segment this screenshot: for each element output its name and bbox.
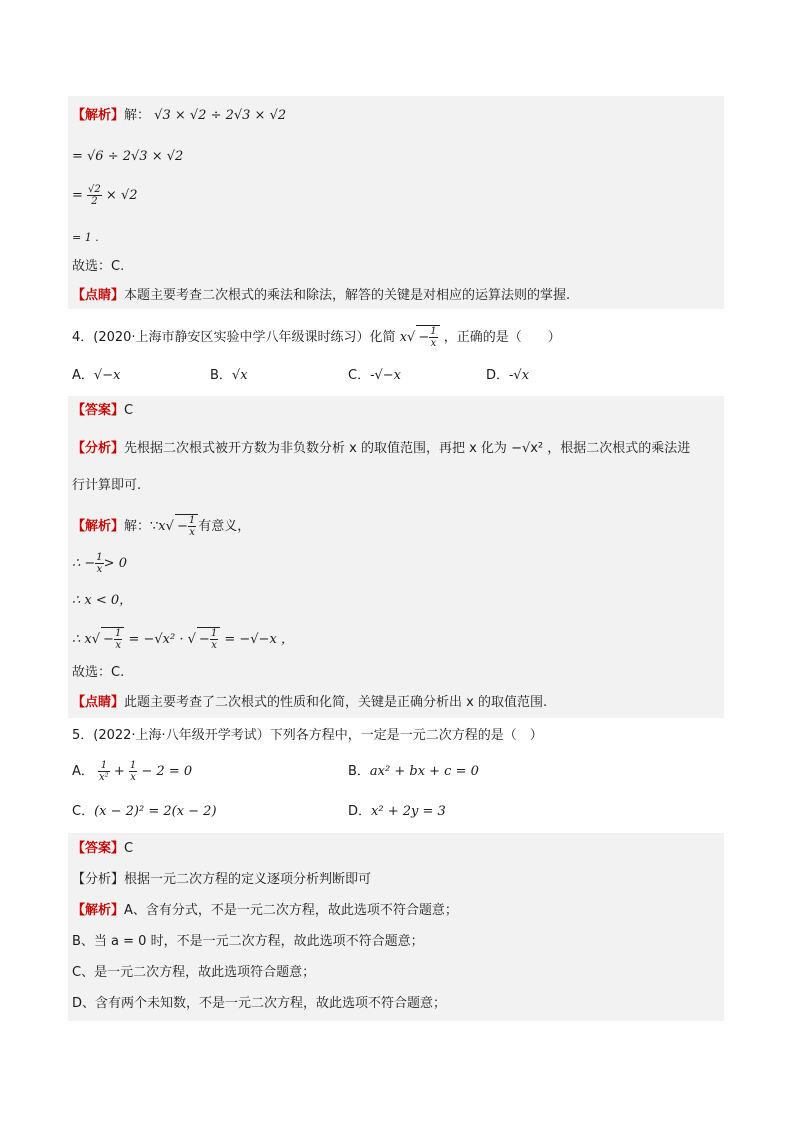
fraction-numerator: 1 <box>129 760 137 771</box>
jiexi-tag: 【解析】 <box>72 903 125 918</box>
q4-choice: 故选：C. <box>72 665 125 680</box>
step4-prefix: ∴ x <box>72 632 92 647</box>
q3-step3-line <box>72 184 138 207</box>
answer-tag: 【答案】 <box>72 841 125 856</box>
option-expr: (x − 2)² = 2(x − 2) <box>94 804 217 819</box>
minus-sign: − <box>176 519 188 534</box>
q5-jiexi-c: C、是一元二次方程，故此选项符合题意； <box>72 965 316 980</box>
q5-option-a <box>72 760 192 783</box>
option-label: A． <box>72 368 94 383</box>
step2-suffix: > 0 <box>103 556 127 571</box>
q4-step2-line <box>72 552 127 575</box>
radical-sign: √ <box>187 632 196 647</box>
fraction-denominator: x <box>96 564 103 575</box>
option-label: C． <box>72 804 95 819</box>
dianjing-tag: 【点睛】 <box>72 288 125 303</box>
fenxi-tag: 【分析】 <box>72 872 125 887</box>
radical-sign: √ <box>407 330 416 345</box>
q4-stem-x: x <box>399 330 408 345</box>
minus-sign: − <box>103 632 114 647</box>
answer-tag: 【答案】 <box>72 403 125 418</box>
q3-step3-suffix: × √2 <box>105 188 138 203</box>
radicand <box>101 627 124 651</box>
q5-option-c <box>72 803 217 821</box>
q4-fenxi-line1 <box>72 440 690 458</box>
q4-option-c <box>348 367 401 385</box>
q4-stem-radicand <box>416 325 439 349</box>
q4-stem <box>72 325 561 349</box>
option-label: C． <box>348 368 371 383</box>
q3-solution-box <box>68 96 724 309</box>
q5-option-b <box>348 763 479 781</box>
fraction-numerator: 1 <box>98 760 110 772</box>
fraction-denominator: x <box>189 527 195 538</box>
minus-sign: − <box>418 330 430 345</box>
q5-stem: 5．(2022·上海·八年级开学考试）下列各方程中，一定是一元二次方程的是（ ） <box>72 728 543 743</box>
q4-stem-suffix: ，正确的是（ ） <box>443 330 561 345</box>
fraction-denominator: x <box>430 338 437 349</box>
q4-option-a <box>72 367 120 385</box>
q5-option-d <box>348 803 446 821</box>
option-expr: − 2 = 0 <box>141 764 193 779</box>
option-expr: -√−x <box>370 368 401 383</box>
q5-jiexi-line <box>72 902 458 920</box>
fraction-numerator: 1 <box>114 628 122 639</box>
q5-fenxi-line <box>72 871 371 889</box>
jiexi-suffix: 有意义， <box>198 519 251 534</box>
fenxi-tag: 【分析】 <box>72 441 125 456</box>
answer-value: C <box>124 403 134 418</box>
jiexi-a: A、含有分式，不是一元二次方程，故此选项不符合题意； <box>124 903 458 918</box>
fraction-numerator: 1 <box>96 552 103 563</box>
var-x: x <box>158 519 166 534</box>
q4-jiexi-line <box>72 514 250 538</box>
fraction-denominator: x <box>211 640 217 651</box>
option-expr: -√x <box>509 368 530 383</box>
jiexi-tag: 【解析】 <box>72 519 125 534</box>
plus-sign: + <box>113 764 125 779</box>
q3-choice: 故选：C. <box>72 259 125 274</box>
fraction-denominator: 2 <box>91 196 98 207</box>
option-label: D． <box>348 804 372 819</box>
q3-step1: √3 × √2 ÷ 2√3 × √2 <box>154 108 287 123</box>
fenxi-text: 根据一元二次方程的定义逐项分析判断即可 <box>124 872 372 887</box>
q4-fenxi-line2: 行计算即可. <box>72 478 142 493</box>
q3-dianjing-line <box>72 287 570 305</box>
q4-dianjing-line <box>72 694 547 712</box>
q4-step4-line <box>72 627 294 651</box>
fraction <box>98 760 110 783</box>
q5-jiexi-b: B、当 a = 0 时，不是一元二次方程，故此选项不符合题意； <box>72 934 424 949</box>
step2-prefix: ∴ − <box>72 556 96 571</box>
q3-jiexi-line <box>72 107 286 125</box>
jiexi-prefix: 解： <box>124 108 151 123</box>
radical-sign: √ <box>165 519 174 534</box>
option-label: D． <box>486 368 510 383</box>
option-expr: x² + 2y = 3 <box>371 804 446 819</box>
fraction-denominator: x <box>130 772 136 783</box>
fraction-numerator: √2 <box>88 184 101 195</box>
dianjing-text: 本题主要考查二次根式的乘法和除法，解答的关键是对相应的运算法则的掌握. <box>124 288 571 303</box>
q4-answer-line <box>72 402 133 420</box>
jiexi-tag: 【解析】 <box>72 108 125 123</box>
option-label: B． <box>348 764 370 779</box>
q3-step4: = 1 . <box>72 231 99 244</box>
q3-step3-fraction <box>87 184 102 207</box>
q3-step3-prefix: = <box>72 188 83 203</box>
option-label: A． <box>72 764 94 779</box>
q4-option-d <box>486 367 529 385</box>
dianjing-tag: 【点睛】 <box>72 695 125 710</box>
option-expr: ax² + bx + c = 0 <box>369 764 479 779</box>
option-label: B． <box>210 368 232 383</box>
answer-value: C <box>124 841 134 856</box>
dianjing-text: 此题主要考查了二次根式的性质和化简，关键是正确分析出 x 的取值范围. <box>124 695 548 710</box>
q4-step3: ∴ x < 0， <box>72 593 133 608</box>
option-expr: √x <box>231 368 248 383</box>
step4-mid: = −√x² · <box>128 632 184 647</box>
fraction-numerator: 1 <box>188 515 196 526</box>
q5-answer-line <box>72 840 133 858</box>
radical-sign: √ <box>91 632 101 647</box>
fraction-denominator: x² <box>99 772 109 783</box>
radicand <box>175 514 198 538</box>
q5-solution-box <box>68 833 724 1021</box>
fraction-denominator: x <box>115 640 121 651</box>
fraction-numerator: 1 <box>430 326 437 337</box>
q5-jiexi-d: D、含有两个未知数，不是一元二次方程，故此选项不符合题意； <box>72 996 447 1011</box>
q4-stem-prefix: 4．(2020·上海市静安区实验中学八年级课时练习）化简 <box>72 330 396 345</box>
fraction-numerator: 1 <box>210 628 218 639</box>
option-expr: √−x <box>93 368 121 383</box>
radicand <box>197 627 220 651</box>
step4-suffix: = −√−x ， <box>224 632 294 647</box>
minus-sign: − <box>198 632 210 647</box>
jiexi-prefix: 解：∵ <box>124 519 159 534</box>
q4-option-b <box>210 367 248 385</box>
q3-step2: = √6 ÷ 2√3 × √2 <box>72 149 184 164</box>
fraction <box>129 760 137 783</box>
fenxi-text: 先根据二次根式被开方数为非负数分析 x 的取值范围，再把 x 化为 −√x² ，根据二次根式的乘法进 <box>124 441 691 456</box>
